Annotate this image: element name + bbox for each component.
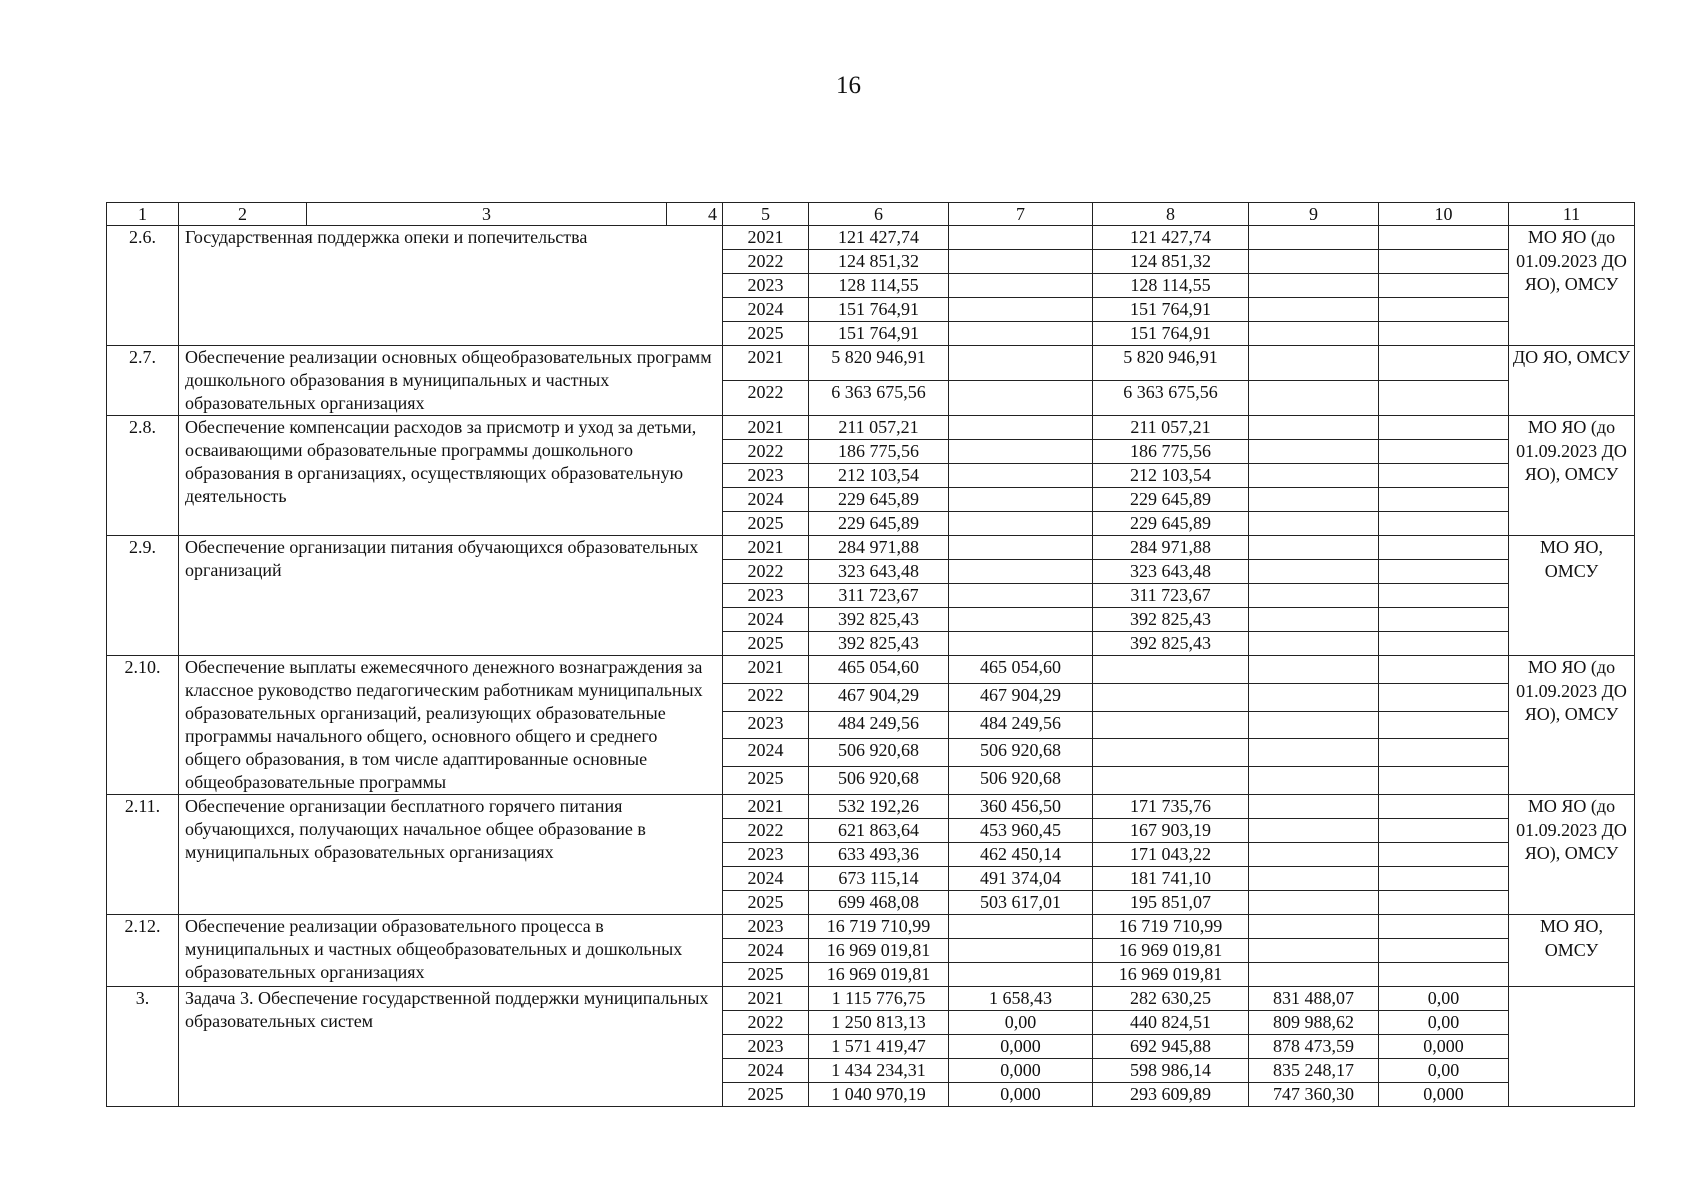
- item-name: Обеспечение организации бесплатного горячего питания обучающихся, получающих начальное общее образование в муниципальных образовательных организациях: [179, 795, 723, 915]
- amount-col8: 311 723,67: [1093, 584, 1249, 608]
- amount-col10: [1379, 381, 1509, 416]
- amount-col8: 229 645,89: [1093, 512, 1249, 536]
- amount-col10: [1379, 767, 1509, 795]
- amount-total: 532 192,26: [809, 795, 949, 819]
- amount-col7: 0,000: [949, 1035, 1093, 1059]
- item-number: 2.10.: [107, 656, 179, 795]
- budget-table-body: [107, 203, 1635, 1107]
- header-cell: 8: [1093, 203, 1249, 226]
- amount-col10: [1379, 939, 1509, 963]
- amount-total: 151 764,91: [809, 298, 949, 322]
- amount-col9: [1249, 250, 1379, 274]
- amount-col9: [1249, 440, 1379, 464]
- page-number: 16: [836, 72, 861, 99]
- amount-col10: [1379, 739, 1509, 767]
- item-name: Обеспечение реализации основных общеобразовательных программ дошкольного образования в муниципальных и частных образовательных организациях: [179, 346, 723, 416]
- amount-col9: [1249, 298, 1379, 322]
- amount-col7: [949, 250, 1093, 274]
- header-cell: 1: [107, 203, 179, 226]
- amount-col10: 0,000: [1379, 1035, 1509, 1059]
- amount-col10: [1379, 683, 1509, 711]
- table-row: [107, 915, 1635, 939]
- amount-col8: 151 764,91: [1093, 322, 1249, 346]
- amount-col9: [1249, 867, 1379, 891]
- header-cell: 6: [809, 203, 949, 226]
- year-cell: 2025: [723, 891, 809, 915]
- amount-col10: [1379, 891, 1509, 915]
- year-cell: 2025: [723, 963, 809, 987]
- amount-col8: 211 057,21: [1093, 416, 1249, 440]
- amount-total: 633 493,36: [809, 843, 949, 867]
- amount-col7: [949, 440, 1093, 464]
- amount-total: 311 723,67: [809, 584, 949, 608]
- amount-col10: [1379, 560, 1509, 584]
- amount-col9: [1249, 584, 1379, 608]
- responsible-executor: ДО ЯО, ОМСУ: [1509, 346, 1635, 416]
- amount-total: 467 904,29: [809, 683, 949, 711]
- amount-col8: 392 825,43: [1093, 608, 1249, 632]
- year-cell: 2022: [723, 440, 809, 464]
- amount-col8: 121 427,74: [1093, 226, 1249, 250]
- amount-col9: [1249, 381, 1379, 416]
- amount-col7: 491 374,04: [949, 867, 1093, 891]
- amount-col10: [1379, 819, 1509, 843]
- amount-total: 212 103,54: [809, 464, 949, 488]
- table-row: [107, 226, 1635, 250]
- year-cell: 2025: [723, 512, 809, 536]
- item-number: 3.: [107, 987, 179, 1107]
- amount-col8: 293 609,89: [1093, 1083, 1249, 1107]
- amount-total: 506 920,68: [809, 739, 949, 767]
- amount-col7: 467 904,29: [949, 683, 1093, 711]
- header-cell: 11: [1509, 203, 1635, 226]
- amount-col8: 392 825,43: [1093, 632, 1249, 656]
- amount-col7: [949, 963, 1093, 987]
- amount-col8: 212 103,54: [1093, 464, 1249, 488]
- year-cell: 2022: [723, 560, 809, 584]
- year-cell: 2023: [723, 274, 809, 298]
- amount-col9: [1249, 322, 1379, 346]
- amount-total: 151 764,91: [809, 322, 949, 346]
- table-row: [107, 656, 1635, 684]
- amount-col9: [1249, 683, 1379, 711]
- year-cell: 2023: [723, 584, 809, 608]
- amount-col7: 465 054,60: [949, 656, 1093, 684]
- amount-col7: [949, 915, 1093, 939]
- amount-col9: [1249, 767, 1379, 795]
- amount-col10: 0,00: [1379, 1059, 1509, 1083]
- responsible-executor: МО ЯО, ОМСУ: [1509, 915, 1635, 987]
- item-number: 2.8.: [107, 416, 179, 536]
- amount-col9: 878 473,59: [1249, 1035, 1379, 1059]
- amount-col7: [949, 512, 1093, 536]
- header-cell: 9: [1249, 203, 1379, 226]
- amount-col7: 506 920,68: [949, 767, 1093, 795]
- year-cell: 2022: [723, 819, 809, 843]
- amount-total: 211 057,21: [809, 416, 949, 440]
- year-cell: 2021: [723, 416, 809, 440]
- amount-col9: 831 488,07: [1249, 987, 1379, 1011]
- amount-total: 621 863,64: [809, 819, 949, 843]
- year-cell: 2024: [723, 608, 809, 632]
- amount-col7: 0,000: [949, 1059, 1093, 1083]
- year-cell: 2025: [723, 632, 809, 656]
- item-number: 2.7.: [107, 346, 179, 416]
- amount-col9: [1249, 416, 1379, 440]
- amount-col9: 835 248,17: [1249, 1059, 1379, 1083]
- year-cell: 2023: [723, 464, 809, 488]
- table-row: [107, 536, 1635, 560]
- amount-col8: 181 741,10: [1093, 867, 1249, 891]
- year-cell: 2021: [723, 795, 809, 819]
- year-cell: 2024: [723, 867, 809, 891]
- item-name: Государственная поддержка опеки и попечительства: [179, 226, 723, 346]
- year-cell: 2024: [723, 488, 809, 512]
- amount-col10: [1379, 915, 1509, 939]
- amount-total: 1 250 813,13: [809, 1011, 949, 1035]
- amount-col7: 462 450,14: [949, 843, 1093, 867]
- item-number: 2.11.: [107, 795, 179, 915]
- year-cell: 2021: [723, 346, 809, 381]
- amount-col7: 453 960,45: [949, 819, 1093, 843]
- amount-total: 128 114,55: [809, 274, 949, 298]
- amount-col10: [1379, 867, 1509, 891]
- amount-col7: [949, 584, 1093, 608]
- year-cell: 2023: [723, 1035, 809, 1059]
- amount-col8: 440 824,51: [1093, 1011, 1249, 1035]
- amount-col8: [1093, 683, 1249, 711]
- amount-col8: 16 719 710,99: [1093, 915, 1249, 939]
- amount-col9: [1249, 512, 1379, 536]
- amount-total: 284 971,88: [809, 536, 949, 560]
- amount-col7: [949, 560, 1093, 584]
- item-name: Задача 3. Обеспечение государственной поддержки муниципальных образовательных систем: [179, 987, 723, 1107]
- header-cell: 7: [949, 203, 1093, 226]
- year-cell: 2024: [723, 298, 809, 322]
- amount-col8: [1093, 767, 1249, 795]
- year-cell: 2025: [723, 1083, 809, 1107]
- item-number: 2.12.: [107, 915, 179, 987]
- amount-col7: [949, 274, 1093, 298]
- item-name: Обеспечение выплаты ежемесячного денежного вознаграждения за классное руководство педагогическим работникам муниципальных образовательных организаций, реализующих образовательные программы начального общего, основного общего и среднего общего образования, в том числе адаптированные основные общеобразовательные программы: [179, 656, 723, 795]
- amount-col9: [1249, 560, 1379, 584]
- amount-col10: 0,00: [1379, 987, 1509, 1011]
- responsible-executor: МО ЯО (до 01.09.2023 ДО ЯО), ОМСУ: [1509, 656, 1635, 795]
- amount-col10: [1379, 416, 1509, 440]
- amount-total: 392 825,43: [809, 632, 949, 656]
- amount-col9: [1249, 843, 1379, 867]
- amount-col9: [1249, 915, 1379, 939]
- amount-col8: 6 363 675,56: [1093, 381, 1249, 416]
- amount-col9: 747 360,30: [1249, 1083, 1379, 1107]
- year-cell: 2021: [723, 226, 809, 250]
- amount-total: 699 468,08: [809, 891, 949, 915]
- responsible-executor: МО ЯО (до 01.09.2023 ДО ЯО), ОМСУ: [1509, 795, 1635, 915]
- amount-col7: [949, 632, 1093, 656]
- item-name: Обеспечение реализации образовательного процесса в муниципальных и частных общеобразовательных и дошкольных образовательных организациях: [179, 915, 723, 987]
- amount-total: 6 363 675,56: [809, 381, 949, 416]
- year-cell: 2022: [723, 381, 809, 416]
- amount-col9: [1249, 891, 1379, 915]
- amount-col7: [949, 346, 1093, 381]
- amount-col10: [1379, 632, 1509, 656]
- item-name: Обеспечение компенсации расходов за присмотр и уход за детьми, осваивающими образовательные программы дошкольного образования в организациях, осуществляющих образовательную деятельность: [179, 416, 723, 536]
- amount-col8: 323 643,48: [1093, 560, 1249, 584]
- year-cell: 2021: [723, 987, 809, 1011]
- item-name: Обеспечение организации питания обучающихся образовательных организаций: [179, 536, 723, 656]
- amount-col8: 124 851,32: [1093, 250, 1249, 274]
- amount-col9: [1249, 963, 1379, 987]
- budget-table: [106, 202, 1635, 1107]
- amount-col8: 282 630,25: [1093, 987, 1249, 1011]
- amount-col8: 186 775,56: [1093, 440, 1249, 464]
- amount-col9: [1249, 488, 1379, 512]
- amount-col9: [1249, 536, 1379, 560]
- amount-col7: 0,00: [949, 1011, 1093, 1035]
- year-cell: 2023: [723, 915, 809, 939]
- year-cell: 2024: [723, 739, 809, 767]
- header-cell: 2: [179, 203, 307, 226]
- header-cell: 5: [723, 203, 809, 226]
- amount-total: 1 115 776,75: [809, 987, 949, 1011]
- amount-col8: 128 114,55: [1093, 274, 1249, 298]
- amount-col9: [1249, 819, 1379, 843]
- amount-col10: [1379, 322, 1509, 346]
- amount-col7: [949, 416, 1093, 440]
- amount-col8: 16 969 019,81: [1093, 939, 1249, 963]
- responsible-executor: МО ЯО (до 01.09.2023 ДО ЯО), ОМСУ: [1509, 226, 1635, 346]
- amount-col9: [1249, 632, 1379, 656]
- year-cell: 2021: [723, 536, 809, 560]
- responsible-executor: МО ЯО (до 01.09.2023 ДО ЯО), ОМСУ: [1509, 416, 1635, 536]
- amount-total: 1 571 419,47: [809, 1035, 949, 1059]
- amount-col10: [1379, 274, 1509, 298]
- amount-total: 16 969 019,81: [809, 963, 949, 987]
- amount-col9: [1249, 274, 1379, 298]
- year-cell: 2023: [723, 711, 809, 739]
- year-cell: 2022: [723, 250, 809, 274]
- amount-col10: [1379, 440, 1509, 464]
- year-cell: 2024: [723, 939, 809, 963]
- amount-col7: [949, 298, 1093, 322]
- amount-total: 484 249,56: [809, 711, 949, 739]
- amount-col10: [1379, 464, 1509, 488]
- amount-col7: 360 456,50: [949, 795, 1093, 819]
- amount-col10: [1379, 346, 1509, 381]
- amount-total: 506 920,68: [809, 767, 949, 795]
- amount-col8: 171 735,76: [1093, 795, 1249, 819]
- amount-col8: 195 851,07: [1093, 891, 1249, 915]
- table-row: [107, 346, 1635, 381]
- header-cell: 4: [667, 203, 723, 226]
- amount-total: 673 115,14: [809, 867, 949, 891]
- amount-col8: [1093, 656, 1249, 684]
- item-number: 2.6.: [107, 226, 179, 346]
- amount-col10: [1379, 298, 1509, 322]
- amount-col8: [1093, 739, 1249, 767]
- amount-col10: [1379, 536, 1509, 560]
- amount-col9: [1249, 795, 1379, 819]
- amount-col8: 5 820 946,91: [1093, 346, 1249, 381]
- amount-col10: [1379, 963, 1509, 987]
- amount-col8: 598 986,14: [1093, 1059, 1249, 1083]
- table-row: [107, 416, 1635, 440]
- amount-col7: [949, 381, 1093, 416]
- year-cell: 2025: [723, 767, 809, 795]
- amount-col7: 503 617,01: [949, 891, 1093, 915]
- amount-total: 16 719 710,99: [809, 915, 949, 939]
- table-row: [107, 987, 1635, 1011]
- amount-total: 16 969 019,81: [809, 939, 949, 963]
- item-number: 2.9.: [107, 536, 179, 656]
- amount-col8: 229 645,89: [1093, 488, 1249, 512]
- amount-total: 124 851,32: [809, 250, 949, 274]
- table-row: [107, 795, 1635, 819]
- year-cell: 2022: [723, 683, 809, 711]
- header-row: [107, 203, 1635, 226]
- amount-col9: [1249, 346, 1379, 381]
- amount-total: 392 825,43: [809, 608, 949, 632]
- amount-col7: [949, 464, 1093, 488]
- amount-col10: [1379, 608, 1509, 632]
- amount-col8: 151 764,91: [1093, 298, 1249, 322]
- amount-col8: 171 043,22: [1093, 843, 1249, 867]
- amount-col10: [1379, 512, 1509, 536]
- amount-total: 1 040 970,19: [809, 1083, 949, 1107]
- amount-col9: [1249, 939, 1379, 963]
- amount-col9: [1249, 739, 1379, 767]
- header-cell: 10: [1379, 203, 1509, 226]
- amount-col9: 809 988,62: [1249, 1011, 1379, 1035]
- amount-col10: 0,000: [1379, 1083, 1509, 1107]
- amount-col7: 0,000: [949, 1083, 1093, 1107]
- amount-total: 1 434 234,31: [809, 1059, 949, 1083]
- amount-col7: 506 920,68: [949, 739, 1093, 767]
- responsible-executor: МО ЯО, ОМСУ: [1509, 536, 1635, 656]
- year-cell: 2025: [723, 322, 809, 346]
- amount-col10: [1379, 488, 1509, 512]
- amount-col8: 692 945,88: [1093, 1035, 1249, 1059]
- amount-total: 5 820 946,91: [809, 346, 949, 381]
- amount-col8: 16 969 019,81: [1093, 963, 1249, 987]
- amount-col7: [949, 226, 1093, 250]
- amount-total: 465 054,60: [809, 656, 949, 684]
- year-cell: 2024: [723, 1059, 809, 1083]
- amount-col10: [1379, 584, 1509, 608]
- amount-total: 229 645,89: [809, 512, 949, 536]
- amount-total: 121 427,74: [809, 226, 949, 250]
- header-cell: 3: [307, 203, 667, 226]
- amount-col9: [1249, 464, 1379, 488]
- amount-col10: [1379, 711, 1509, 739]
- year-cell: 2023: [723, 843, 809, 867]
- amount-col7: 1 658,43: [949, 987, 1093, 1011]
- amount-col10: [1379, 226, 1509, 250]
- amount-col7: 484 249,56: [949, 711, 1093, 739]
- amount-col9: [1249, 608, 1379, 632]
- amount-col10: [1379, 250, 1509, 274]
- amount-total: 323 643,48: [809, 560, 949, 584]
- year-cell: 2022: [723, 1011, 809, 1035]
- amount-col9: [1249, 226, 1379, 250]
- amount-col10: [1379, 843, 1509, 867]
- amount-col7: [949, 608, 1093, 632]
- amount-col10: 0,00: [1379, 1011, 1509, 1035]
- amount-col8: 167 903,19: [1093, 819, 1249, 843]
- amount-col10: [1379, 795, 1509, 819]
- amount-total: 186 775,56: [809, 440, 949, 464]
- amount-col9: [1249, 711, 1379, 739]
- amount-col9: [1249, 656, 1379, 684]
- amount-col7: [949, 939, 1093, 963]
- amount-total: 229 645,89: [809, 488, 949, 512]
- amount-col8: [1093, 711, 1249, 739]
- amount-col7: [949, 488, 1093, 512]
- year-cell: 2021: [723, 656, 809, 684]
- amount-col8: 284 971,88: [1093, 536, 1249, 560]
- amount-col7: [949, 322, 1093, 346]
- amount-col10: [1379, 656, 1509, 684]
- responsible-executor: [1509, 987, 1635, 1107]
- amount-col7: [949, 536, 1093, 560]
